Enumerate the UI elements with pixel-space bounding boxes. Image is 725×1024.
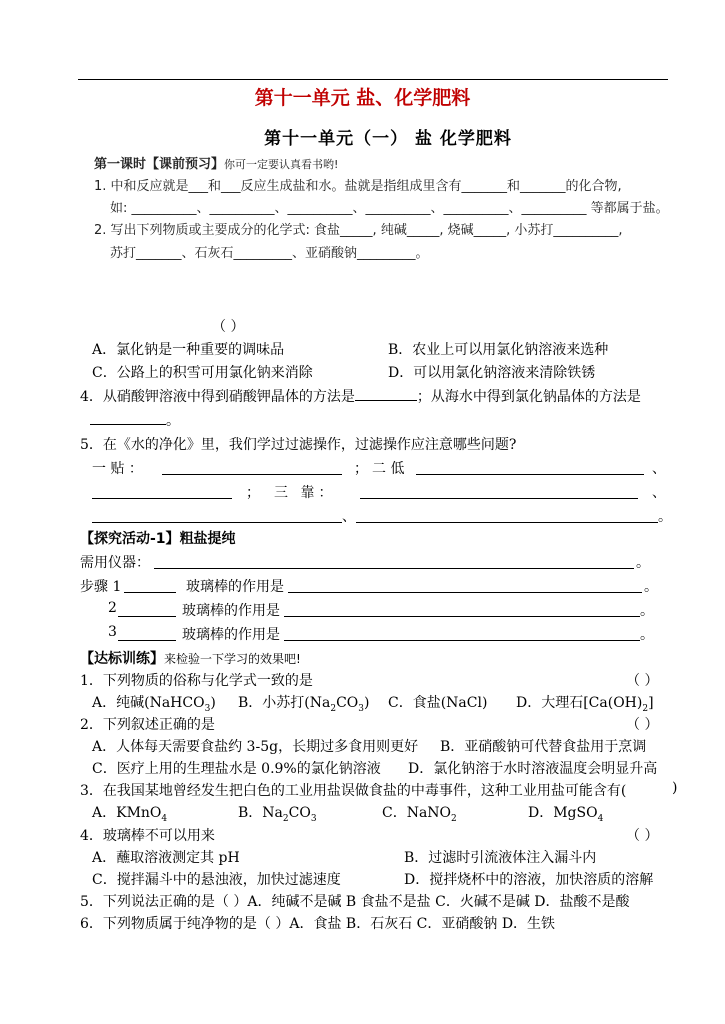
step3-glass-rod: 玻璃棒的作用是 (182, 627, 280, 643)
q3-option-c: C．公路上的积雪可用氯化钠来消除 (92, 365, 313, 381)
step1-rod-blank[interactable] (288, 578, 642, 593)
step3-end: 。 (640, 627, 654, 643)
practice-q2: 2．下列叙述正确的是 (80, 717, 215, 733)
q1-a-text: A．纯碱(NaHCO (92, 695, 205, 711)
q1-b-sub2: 3 (358, 703, 365, 714)
q3-answer-paren: （ ） (212, 319, 245, 335)
practice-q4-b: B．过滤时引流液体注入漏斗内 (404, 850, 597, 866)
step2-blank[interactable] (118, 602, 176, 617)
practice-q2-a: A．人体每天需要食盐约 3-5g，长期过多食用则更好 (92, 739, 419, 755)
practice-q4-d: D．搅拌烧杯中的溶液，加快溶质的溶解 (404, 872, 654, 888)
practice-q3-paren-close: ) (672, 780, 678, 796)
q4-blank2[interactable] (90, 410, 166, 425)
embedded-title: 第十一单元（一） 盐 化学肥料 (264, 129, 512, 149)
practice-heading (80, 648, 301, 668)
q3-c-text: C．NaNO (382, 805, 452, 821)
q4-part1: 4．从硝酸钾溶液中得到硝酸钾晶体的方法是 (80, 389, 355, 405)
step2-label: 2 (108, 600, 117, 616)
q3-b-mid: CO (288, 805, 311, 821)
instruments-blank[interactable] (154, 554, 634, 569)
q5-text: 5．在《水的净化》里，我们学过过滤操作，过滤操作应注意哪些问题? (80, 437, 517, 453)
q5-sep1: ； (354, 461, 368, 477)
q5-dun2: 、 (652, 485, 666, 501)
lesson-hint: 你可一定要认真看书哟! (224, 158, 339, 171)
practice-heading-bracket: 【达标训练】 (80, 651, 164, 667)
activity-heading (80, 528, 236, 548)
q3-c-sub: 2 (451, 813, 457, 824)
practice-q1-c: C．食盐(NaCl) (388, 695, 488, 711)
practice-q1-b (238, 692, 370, 714)
step2-rod-blank[interactable] (284, 602, 640, 617)
q1-b-sub1: 2 (330, 703, 337, 714)
step1-blank[interactable] (124, 578, 176, 593)
practice-q2-c: C．医疗上用的生理盐水是 0.9%的氯化钠溶液 (92, 761, 381, 777)
practice-q1-paren: （ ） (626, 673, 659, 689)
q1-d-text: D．大理石[Ca(OH) (516, 695, 643, 711)
q5-dun1: 、 (652, 461, 666, 477)
practice-q6: 6．下列物质属于纯净物的是（ ）A．食盐 B．石灰石 C．亚硝酸钠 D．生铁 (80, 916, 556, 932)
preview-q2-line1: 2. 写出下列物质或主要成分的化学式: 食盐_____, 纯碱_____, 烧碱_____, 小苏打__________, (94, 223, 623, 238)
step1-end: 。 (644, 579, 658, 595)
q3-a-text: A．KMnO (92, 805, 162, 821)
q3-b-text: B．Na (238, 805, 283, 821)
q5-end: 。 (658, 509, 672, 525)
q1-a-close: ) (210, 695, 216, 711)
document-title: 第十一单元 盐、化学肥料 (254, 87, 471, 109)
practice-q3-a (92, 802, 167, 824)
lesson-label: 第一课时【课前预习】 (94, 157, 225, 172)
q4-line (80, 386, 641, 406)
yi-tie-blank[interactable] (162, 460, 342, 475)
practice-q4-a: A．蘸取溶液测定其 pH (92, 850, 240, 866)
q3-option-a: A．氯化钠是一种重要的调味品 (92, 342, 285, 358)
er-di-label: 二 低 (372, 461, 405, 477)
step1-label: 步骤 1 (80, 579, 122, 595)
san-kao-label: 三 靠： (274, 485, 337, 501)
q3-d-text: D．MgSO (528, 805, 598, 821)
san-kao-blank1[interactable] (360, 484, 638, 499)
q4-line2 (90, 410, 180, 430)
lesson-heading (94, 153, 338, 172)
step2-end: 。 (640, 603, 654, 619)
q3-a-sub: 4 (161, 813, 168, 824)
yi-tie-label: 一 贴 ： (92, 461, 143, 477)
practice-q1-d (516, 692, 654, 714)
practice-q1: 1．下列物质的俗称与化学式一致的是 (80, 673, 313, 689)
practice-q3-b (238, 802, 317, 824)
practice-q3-d (528, 802, 603, 824)
san-kao-blank2[interactable] (92, 508, 342, 523)
step1-glass-rod: 玻璃棒的作用是 (186, 579, 284, 595)
practice-q4: 4．玻璃棒不可以用来 (80, 828, 215, 844)
q3-b-sub2: 3 (310, 813, 317, 824)
q5-sep2: ； (246, 485, 260, 501)
preview-q2-line2: 苏打_______、石灰石_________、亚硝酸钠_________。 (110, 246, 429, 261)
q3-option-b: B．农业上可以用氯化钠溶液来选种 (388, 342, 609, 358)
activity-heading-text: 粗盐提纯 (179, 531, 236, 547)
practice-q5: 5．下列说法正确的是（ ）A．纯碱不是碱 B 食盐不是盐 C．火碱不是碱 D．盐酸不是酸 (80, 894, 630, 910)
q3-b-sub1: 2 (282, 813, 289, 824)
practice-q4-paren: （ ） (626, 828, 659, 844)
q1-b-close: ) (364, 695, 370, 711)
q1-a-sub: 3 (204, 703, 211, 714)
practice-q2-paren: （ ） (626, 717, 659, 733)
q1-b-text: B．小苏打(Na (238, 695, 331, 711)
step3-label: 3 (108, 624, 117, 640)
activity-heading-bracket: 【探究活动-1】 (80, 531, 180, 547)
step3-rod-blank[interactable] (284, 626, 640, 641)
practice-q2-b: B．亚硝酸钠可代替食盐用于烹调 (440, 739, 647, 755)
preview-q1-line2: 如: __________、__________、__________、__________、__________、__________ 等都属于盐。 (110, 201, 669, 216)
q1-b-mid: CO (336, 695, 359, 711)
q4-part2: ；从海水中得到氯化钠晶体的方法是 (416, 389, 641, 405)
practice-q2-d: D．氯化钠溶于水时溶液温度会明显升高 (408, 761, 658, 777)
er-di-blank1[interactable] (416, 460, 644, 475)
q5-dun3: 、 (342, 509, 356, 525)
q3-d-sub: 4 (597, 813, 604, 824)
header-rule (78, 79, 668, 80)
instruments-label: 需用仪器： (80, 555, 150, 571)
er-di-blank2[interactable] (92, 484, 232, 499)
step3-blank[interactable] (118, 626, 176, 641)
q4-blank1[interactable] (355, 386, 417, 401)
practice-q1-a (92, 692, 216, 714)
q5-line1 (92, 458, 143, 478)
practice-q3-c (382, 802, 457, 824)
q1-d-close: ] (648, 695, 654, 711)
step2-glass-rod: 玻璃棒的作用是 (182, 603, 280, 619)
preview-q1-line1: 1. 中和反应就是___和___反应生成盐和水。盐就是指组成里含有_______和_______的化合物, (94, 179, 622, 194)
q3-option-d: D．可以用氯化钠溶液来清除铁锈 (388, 365, 596, 381)
san-kao-blank3[interactable] (356, 508, 658, 523)
practice-q4-c: C．搅拌漏斗中的悬浊液，加快过滤速度 (92, 872, 341, 888)
instruments-end: 。 (636, 555, 650, 571)
q4-end: 。 (166, 413, 180, 429)
practice-heading-hint: 来检验一下学习的效果吧! (164, 652, 301, 666)
q1-d-sub: 2 (642, 703, 649, 714)
practice-q3: 3．在我国某地曾经发生把白色的工业用盐误做食盐的中毒事件，这种工业用盐可能含有( (80, 783, 627, 799)
embedded-worksheet-image (88, 118, 688, 270)
